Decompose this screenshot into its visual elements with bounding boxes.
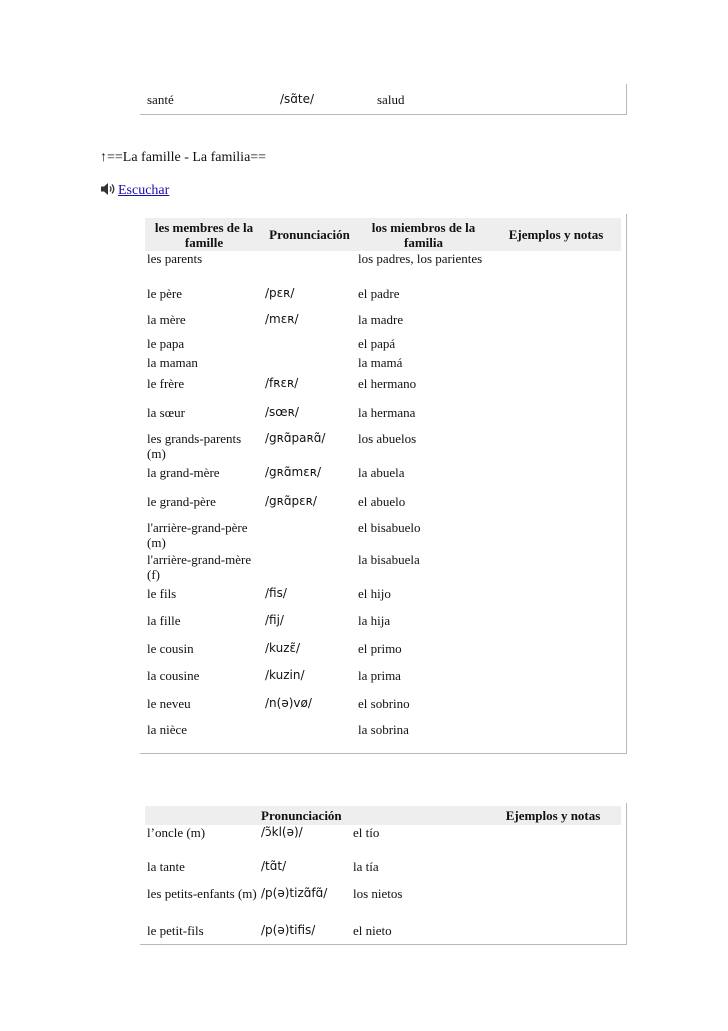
spanish-term: la madre: [358, 312, 404, 327]
listen-link[interactable]: Escuchar: [118, 183, 170, 198]
pronunciation: /gʀɑ̃paʀɑ̃/: [265, 431, 326, 445]
listen-row: [100, 182, 169, 199]
spanish-term: el abuelo: [358, 494, 406, 509]
column-header-notes: Ejemplos y notas: [485, 806, 621, 825]
french-term: la sœur: [147, 405, 185, 420]
pronunciation: /fij/: [265, 613, 284, 627]
pronunciation: /fʀɛʀ/: [265, 376, 299, 390]
pronunciation: /kuzɛ̃/: [265, 641, 301, 655]
column-header-pronunciation: Pronunciación: [259, 806, 351, 825]
french-term: l'arrière-grand-père (m): [147, 520, 248, 550]
notes: [491, 552, 621, 586]
table-row: [145, 859, 621, 886]
french-term: le neveu: [147, 696, 191, 711]
table-row: [145, 613, 621, 641]
table-row: [145, 336, 621, 355]
notes: [485, 923, 621, 949]
spanish-term: los nietos: [353, 886, 403, 901]
french-term: les grands-parents (m): [147, 431, 242, 461]
column-header-french: les membres de la famille: [145, 218, 263, 251]
french-term: la fille: [147, 613, 181, 628]
spanish-term: la sobrina: [358, 722, 409, 737]
notes: [491, 696, 621, 722]
table-row: [145, 251, 621, 286]
notes: [491, 641, 621, 668]
french-term: le papa: [147, 336, 185, 351]
notes: [491, 286, 621, 312]
table-row: [145, 520, 621, 552]
french-term: la grand-mère: [147, 465, 220, 480]
pronunciation: [263, 251, 356, 286]
pronunciation: /ɔ̃kl(ə)/: [261, 825, 303, 839]
table-row: [145, 355, 621, 376]
french-term: les parents: [147, 251, 203, 266]
family-table: [145, 218, 621, 739]
spanish-term: el tío: [353, 825, 380, 840]
french-term: l'arrière-grand-mère (f): [147, 552, 252, 582]
french-term: la maman: [147, 355, 198, 370]
top-table: [145, 92, 615, 107]
pronunciation: [263, 336, 356, 355]
table-row: [145, 668, 621, 696]
notes: [485, 825, 621, 859]
table-row: [145, 465, 621, 494]
french-term: le petit-fils: [147, 923, 204, 938]
table-row: [145, 923, 621, 949]
notes: [491, 336, 621, 355]
relatives-table: [145, 806, 621, 949]
spanish-term: la hermana: [358, 405, 416, 420]
column-header-spanish: [351, 806, 485, 825]
table-row: [145, 586, 621, 613]
table-row: [145, 312, 621, 336]
table-row: [145, 696, 621, 722]
notes: [491, 586, 621, 613]
table-row: [145, 886, 621, 923]
spanish-term: el hermano: [358, 376, 417, 391]
spanish-term: el sobrino: [358, 696, 410, 711]
notes: [491, 376, 621, 405]
spanish-term: el primo: [358, 641, 402, 656]
table-row: [145, 376, 621, 405]
french-term: les petits-enfants (m): [147, 886, 257, 901]
pronunciation: [263, 520, 356, 552]
spanish-term: el hijo: [358, 586, 391, 601]
french-term: le frère: [147, 376, 185, 391]
notes: [491, 465, 621, 494]
notes: [491, 355, 621, 376]
pronunciation: [263, 355, 356, 376]
pronunciation: /sœʀ/: [265, 405, 299, 419]
notes: [491, 312, 621, 336]
notes: [491, 494, 621, 520]
speaker-icon[interactable]: [100, 182, 116, 196]
table-row: [145, 405, 621, 431]
pronunciation: /gʀɑ̃pɛʀ/: [265, 494, 317, 508]
spanish-term: la hija: [358, 613, 391, 628]
french-term: la tante: [147, 859, 185, 874]
notes: [491, 251, 621, 286]
spanish-term: salud: [377, 92, 405, 107]
table-row: [145, 641, 621, 668]
spanish-term: la prima: [358, 668, 401, 683]
french-term: la nièce: [147, 722, 188, 737]
pronunciation: /kuzin/: [265, 668, 305, 682]
column-header-spanish: los miembros de la familia: [356, 218, 491, 251]
notes: [515, 92, 615, 107]
pronunciation: /p(ə)tifis/: [261, 923, 316, 937]
pronunciation: /n(ə)vø/: [265, 696, 312, 710]
pronunciation: /p(ə)tizɑ̃fɑ̃/: [261, 886, 328, 900]
french-term: le père: [147, 286, 183, 301]
french-term: la cousine: [147, 668, 200, 683]
column-header-notes: Ejemplos y notas: [491, 218, 621, 251]
notes: [491, 405, 621, 431]
spanish-term: el nieto: [353, 923, 392, 938]
column-header-pronunciation: Pronunciación: [263, 218, 356, 251]
notes: [485, 886, 621, 923]
table-row: [145, 722, 621, 739]
column-header-french: [145, 806, 259, 825]
notes: [491, 431, 621, 465]
french-term: le cousin: [147, 641, 194, 656]
spanish-term: los abuelos: [358, 431, 417, 446]
pronunciation: /sɑ̃te/: [280, 92, 315, 106]
spanish-term: la abuela: [358, 465, 405, 480]
pronunciation: /fis/: [265, 586, 287, 600]
spanish-term: el bisabuelo: [358, 520, 421, 535]
table-row: [145, 552, 621, 586]
french-term: santé: [147, 92, 174, 107]
pronunciation: /pɛʀ/: [265, 286, 295, 300]
pronunciation: [263, 552, 356, 586]
pronunciation: /tɑ̃t/: [261, 859, 287, 873]
table-row: [145, 825, 621, 859]
spanish-term: el papá: [358, 336, 396, 351]
notes: [491, 668, 621, 696]
pronunciation: /gʀɑ̃mɛʀ/: [265, 465, 321, 479]
french-term: la mère: [147, 312, 186, 327]
spanish-term: la bisabuela: [358, 552, 420, 567]
table-row: [145, 494, 621, 520]
spanish-term: los padres, los parientes: [358, 251, 483, 266]
french-term: le grand-père: [147, 494, 216, 509]
notes: [491, 520, 621, 552]
table-header-row: [145, 218, 621, 251]
table-row: [145, 286, 621, 312]
section-heading[interactable]: ↑==La famille - La familia==: [100, 150, 267, 165]
notes: [485, 859, 621, 886]
notes: [491, 613, 621, 641]
pronunciation: [263, 722, 356, 739]
pronunciation: /mɛʀ/: [265, 312, 299, 326]
notes: [491, 722, 621, 739]
spanish-term: el padre: [358, 286, 400, 301]
spanish-term: la mamá: [358, 355, 403, 370]
table-row: [145, 92, 615, 107]
french-term: le fils: [147, 586, 177, 601]
french-term: l’oncle (m): [147, 825, 206, 840]
table-header-row: [145, 806, 621, 825]
spanish-term: la tía: [353, 859, 379, 874]
table-row: [145, 431, 621, 465]
